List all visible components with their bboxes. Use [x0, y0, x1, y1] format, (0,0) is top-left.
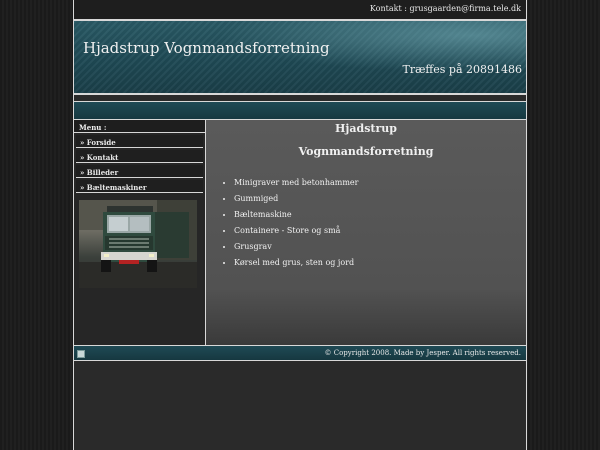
footer-square-icon [77, 350, 85, 358]
copyright-text: © Copyright 2008. Made by Jesper. All rights reserved. [324, 349, 521, 357]
site-header [74, 19, 526, 95]
site-footer [74, 345, 526, 361]
menu-item-forside[interactable]: » Forside [76, 135, 203, 148]
service-item: • Minigraver med betonhammer [234, 178, 526, 187]
nav-strip [74, 101, 526, 120]
menu-item-kontakt[interactable]: » Kontakt [76, 150, 203, 163]
contact-bar [74, 0, 526, 19]
service-item: • Grusgrav [234, 242, 526, 251]
services-list [206, 178, 526, 267]
content-heading-line1: Hjadstrup [335, 122, 397, 135]
service-item: • Containere - Store og små [234, 226, 526, 235]
menu-item-baeltemaskiner[interactable]: » Bæltemaskiner [76, 180, 203, 193]
main-content [206, 120, 526, 345]
truck-illustration [79, 200, 197, 288]
service-item: • Bæltemaskine [234, 210, 526, 219]
phone-info: Træffes på 20891486 [402, 63, 522, 76]
menu-heading: Menu : [74, 120, 205, 133]
content-heading-line2: Vognmandsforretning [298, 145, 434, 158]
menu-item-billeder[interactable]: » Billeder [76, 165, 203, 178]
page-container [73, 0, 527, 450]
contact-email[interactable]: Kontakt : grusgaarden@firma.tele.dk [369, 4, 521, 13]
service-item: • Gummiged [234, 194, 526, 203]
truck-photo [79, 200, 197, 288]
site-title: Hjadstrup Vognmandsforretning [83, 39, 330, 57]
service-item: • Kørsel med grus, sten og jord [234, 258, 526, 267]
sidebar [74, 120, 206, 345]
